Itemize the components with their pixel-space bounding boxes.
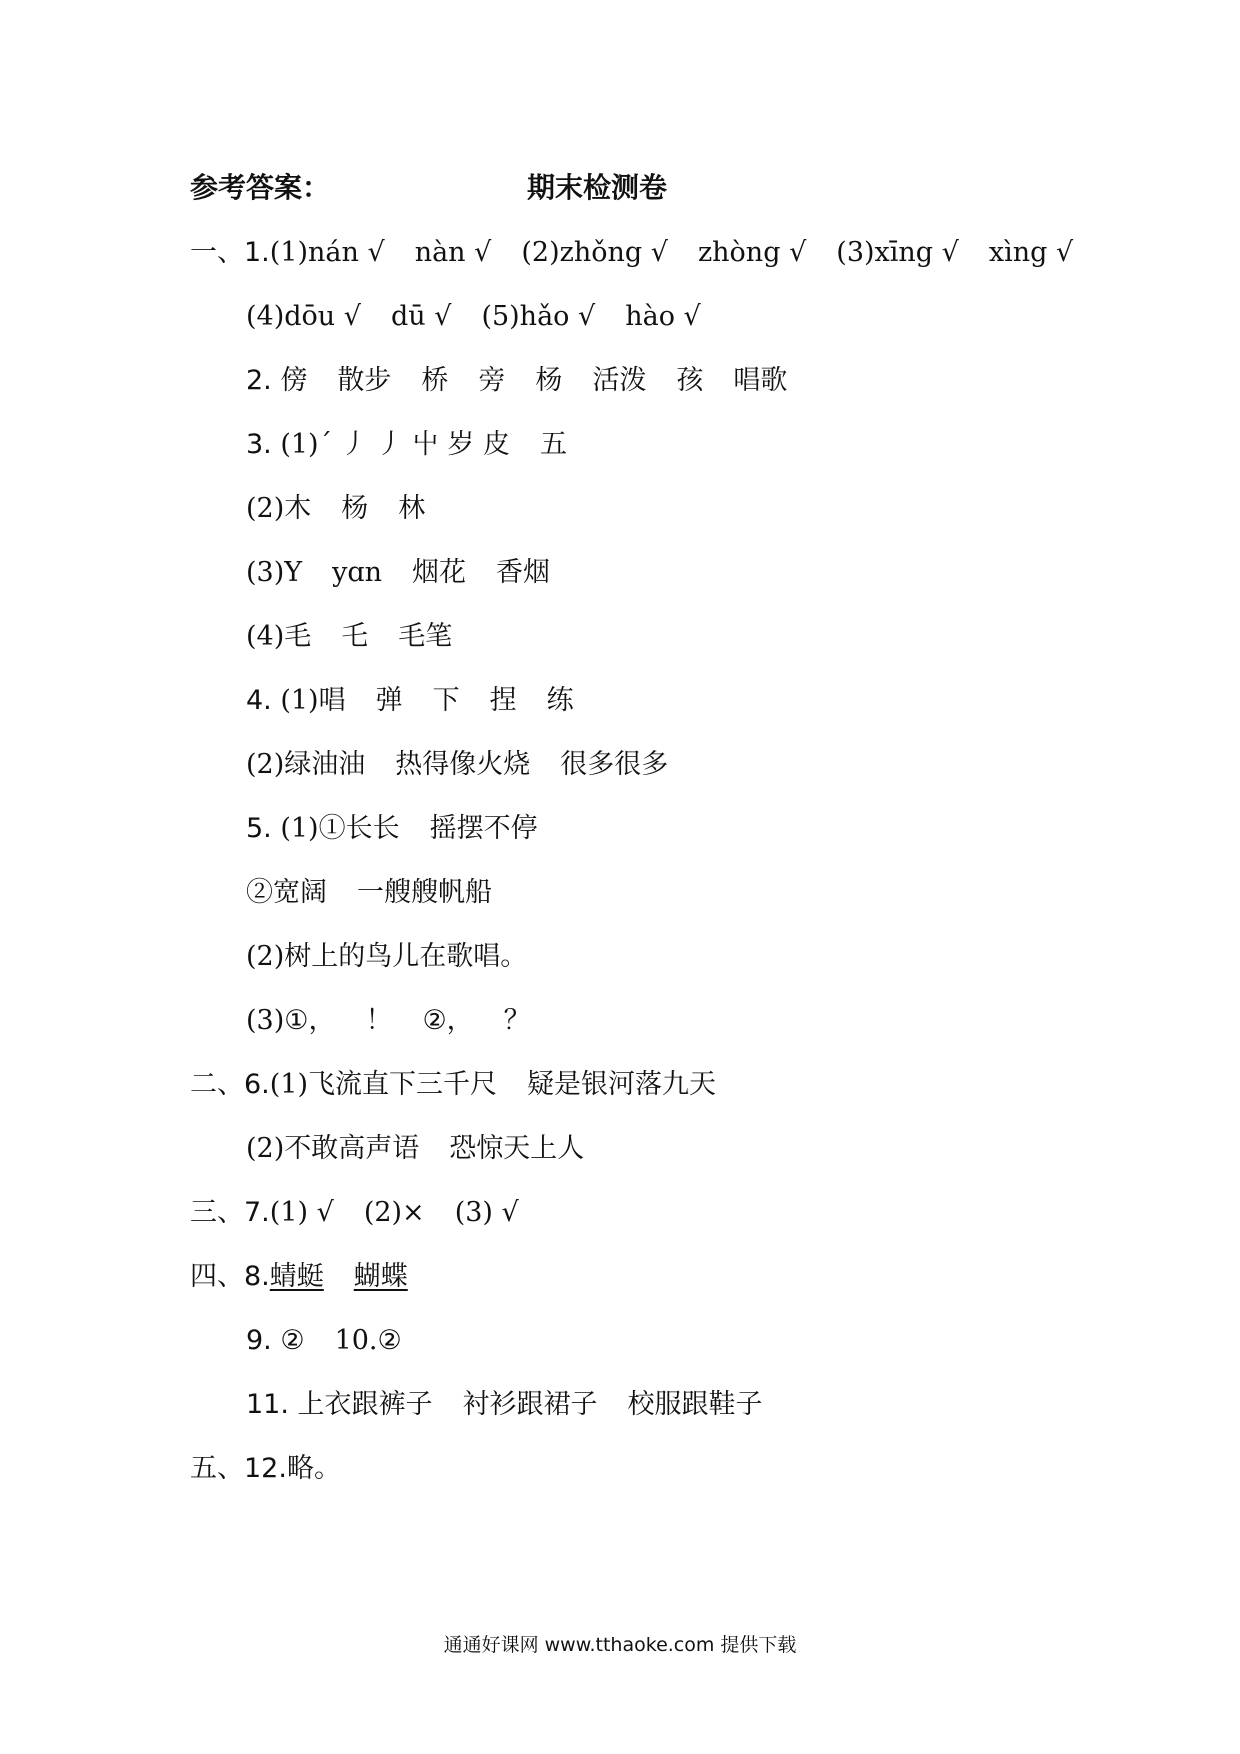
- page-title: 期末检测卷: [527, 171, 668, 204]
- answer-line-q1-1: [190, 236, 1073, 270]
- answer-item: (1)nán √: [269, 237, 385, 268]
- question-number: 9.: [246, 1325, 281, 1356]
- answer-item: 五: [540, 429, 568, 460]
- answer-item: 摇摆不停: [429, 813, 538, 844]
- answer-line-q7: [190, 1196, 519, 1230]
- answer-item: 桥: [421, 365, 449, 396]
- answer-line-q3-3: [246, 556, 550, 590]
- answer-item: (2)木: [246, 493, 312, 524]
- answer-item: (4)dōu √: [246, 301, 361, 332]
- answer-item: (5)hǎo √: [481, 301, 596, 332]
- answer-item: 疑是银河落九天: [527, 1069, 717, 1100]
- answer-item: 蜻蜓: [269, 1261, 324, 1292]
- answer-line-q3-4: [246, 620, 452, 654]
- answer-item: ？: [503, 1005, 531, 1036]
- answer-item: 杨: [535, 365, 563, 396]
- answer-item: 练: [546, 685, 574, 716]
- question-number: 11.: [246, 1389, 298, 1420]
- answer-line-q5-1: [246, 812, 538, 846]
- answer-item: nàn √: [414, 237, 492, 268]
- answer-item: yɑn: [332, 557, 383, 588]
- question-number: 三、7.: [190, 1197, 270, 1228]
- answer-item: (3)Y: [246, 557, 303, 588]
- answer-line-q6-1: [190, 1068, 716, 1102]
- answer-item: 下: [432, 685, 460, 716]
- answer-item: dū √: [390, 301, 452, 332]
- answer-item: ②: [280, 1325, 305, 1356]
- answer-line-q4-1: [246, 684, 574, 718]
- answer-item: 毛笔: [398, 621, 453, 652]
- answer-item: 衬衫跟裙子: [462, 1389, 598, 1420]
- question-number: 二、6.: [190, 1069, 270, 1100]
- footer-source: 通通好课网 www.tthaoke.com 提供下载: [443, 1634, 797, 1656]
- answer-item: (2)树上的鸟儿在歌唱。: [246, 941, 528, 972]
- answer-item: 上衣跟裤子: [297, 1389, 433, 1420]
- answer-line-q8: [190, 1260, 408, 1294]
- answer-item: (1)ˊ 丿 丿 屮 岁 皮: [280, 429, 511, 460]
- answer-line-q6-2: [246, 1132, 584, 1166]
- answer-item: (1)①长长: [280, 813, 400, 844]
- answer-line-q5-3: [246, 940, 527, 974]
- answer-item: (4)毛: [246, 621, 312, 652]
- answer-line-q9: [246, 1324, 402, 1358]
- answer-item: 林: [398, 493, 426, 524]
- question-number: 2.: [246, 365, 281, 396]
- answer-line-q11: [246, 1388, 763, 1422]
- question-number: 3.: [246, 429, 281, 460]
- answer-line-q4-2: [246, 748, 668, 782]
- question-number: 五、12.: [190, 1453, 287, 1484]
- answer-item: 蝴蝶: [353, 1261, 408, 1292]
- answer-line-q3-2: [246, 492, 425, 526]
- answer-item: (1)飞流直下三千尺: [269, 1069, 498, 1100]
- answer-item: ！: [365, 1005, 393, 1036]
- answer-item: (3)xīng √: [836, 237, 959, 268]
- answer-item: (3)①，: [246, 1005, 336, 1036]
- answer-item: (1)唱: [280, 685, 346, 716]
- answer-item: 香烟: [496, 557, 551, 588]
- answer-line-q12: [190, 1452, 341, 1486]
- answer-item: (1) √: [269, 1197, 334, 1228]
- answer-item: 烟花: [412, 557, 467, 588]
- answer-item: 杨: [341, 493, 369, 524]
- answer-item: 旁: [478, 365, 506, 396]
- answer-item: 校服跟鞋子: [627, 1389, 763, 1420]
- answer-item: 略。: [286, 1453, 341, 1484]
- answer-item: 弹: [375, 685, 403, 716]
- answer-item: 捏: [489, 685, 517, 716]
- question-number: 5.: [246, 813, 281, 844]
- answer-item: (2)绿油油: [246, 749, 366, 780]
- answer-item: zhòng √: [697, 237, 807, 268]
- answer-line-q5-4: [246, 1004, 531, 1038]
- answer-item: 10.②: [334, 1325, 402, 1356]
- answer-item: (2)×: [363, 1197, 425, 1228]
- answer-item: 热得像火烧: [395, 749, 531, 780]
- question-number: 四、8.: [190, 1261, 270, 1292]
- question-number: 一、1.: [190, 237, 270, 268]
- answer-item: ②，: [422, 1005, 474, 1036]
- answer-item: hào √: [625, 301, 701, 332]
- answer-item: (2)zhǒng √: [521, 237, 668, 268]
- answer-line-q1-1b: [246, 300, 701, 334]
- answer-item: ②宽阔: [246, 877, 327, 908]
- answer-item: 一艘艘帆船: [357, 877, 492, 908]
- answer-item: (2)不敢高声语: [246, 1133, 420, 1164]
- answer-item: 恐惊天上人: [449, 1133, 585, 1164]
- answer-item: 唱歌: [733, 365, 788, 396]
- answer-line-q5-2: [246, 876, 492, 910]
- answer-item: 散步: [337, 365, 392, 396]
- answer-item: (3) √: [454, 1197, 519, 1228]
- answer-item: 很多很多: [560, 749, 669, 780]
- answer-item: 乇: [341, 621, 369, 652]
- answer-item: 活泼: [592, 365, 647, 396]
- answer-key-label: 参考答案：: [190, 171, 331, 204]
- answer-item: 孩: [676, 365, 704, 396]
- answer-item: 傍: [280, 365, 308, 396]
- question-number: 4.: [246, 685, 281, 716]
- answer-item: xìng √: [988, 237, 1074, 268]
- answer-line-q3-1: [246, 428, 567, 462]
- answer-line-q2: [246, 364, 787, 398]
